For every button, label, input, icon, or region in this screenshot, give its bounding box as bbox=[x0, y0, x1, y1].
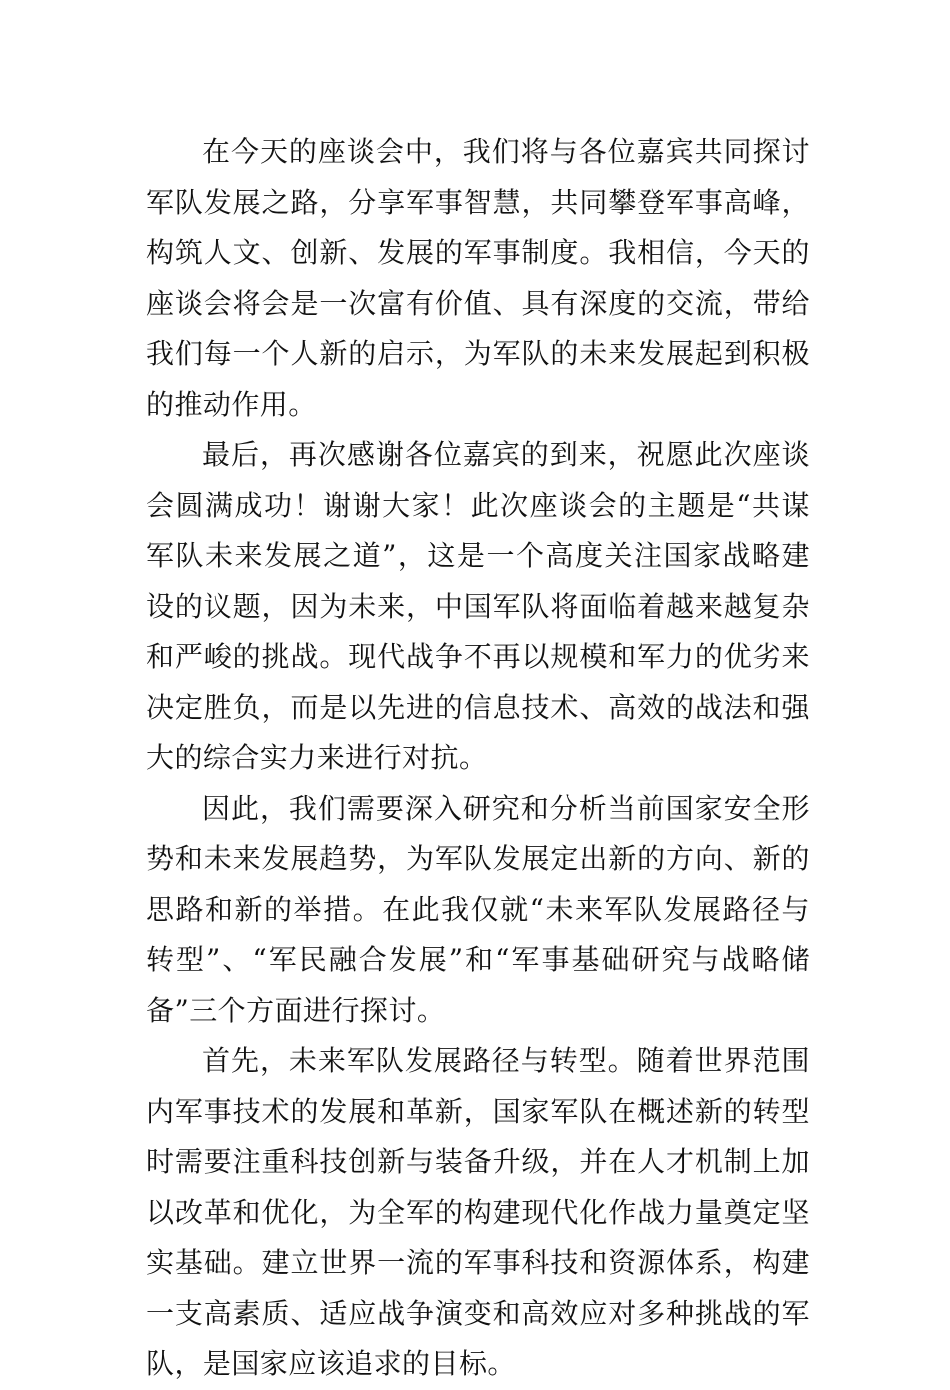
paragraph-2: 最后，再次感谢各位嘉宾的到来，祝愿此次座谈会圆满成功！谢谢大家！此次座谈会的主题是“共谋军队未来发展之道”，这是一个高度关注国家战略建设的议题，因为未来，中国军队将面临着越来越复杂和严峻的挑战。现代战争不再以规模和军力的优劣来决定胜负，而是以先进的信息技术、高效的战法和强大的综合实力来进行对抗。 bbox=[146, 438, 810, 774]
paragraph-4: 首先，未来军队发展路径与转型。随着世界范围内军事技术的发展和革新，国家军队在概述新的转型时需要注重科技创新与装备升级，并在人才机制上加以改革和优化，为全军的构建现代化作战力量奠定坚实基础。建立世界一流的军事科技和资源体系，构建一支高素质、适应战争演变和高效应对多种挑战的军队，是国家应该追求的目标。 bbox=[146, 1044, 810, 1380]
document-body bbox=[146, 127, 810, 1390]
paragraph-3: 因此，我们需要深入研究和分析当前国家安全形势和未来发展趋势，为军队发展定出新的方向、新的思路和新的举措。在此我仅就“未来军队发展路径与转型”、“军民融合发展”和“军事基础研究与战略储备”三个方面进行探讨。 bbox=[146, 791, 810, 1027]
paragraph-1: 在今天的座谈会中，我们将与各位嘉宾共同探讨军队发展之路，分享军事智慧，共同攀登军事高峰，构筑人文、创新、发展的军事制度。我相信，今天的座谈会将会是一次富有价值、具有深度的交流，带给我们每一个人新的启示，为军队的未来发展起到积极的推动作用。 bbox=[146, 135, 810, 421]
